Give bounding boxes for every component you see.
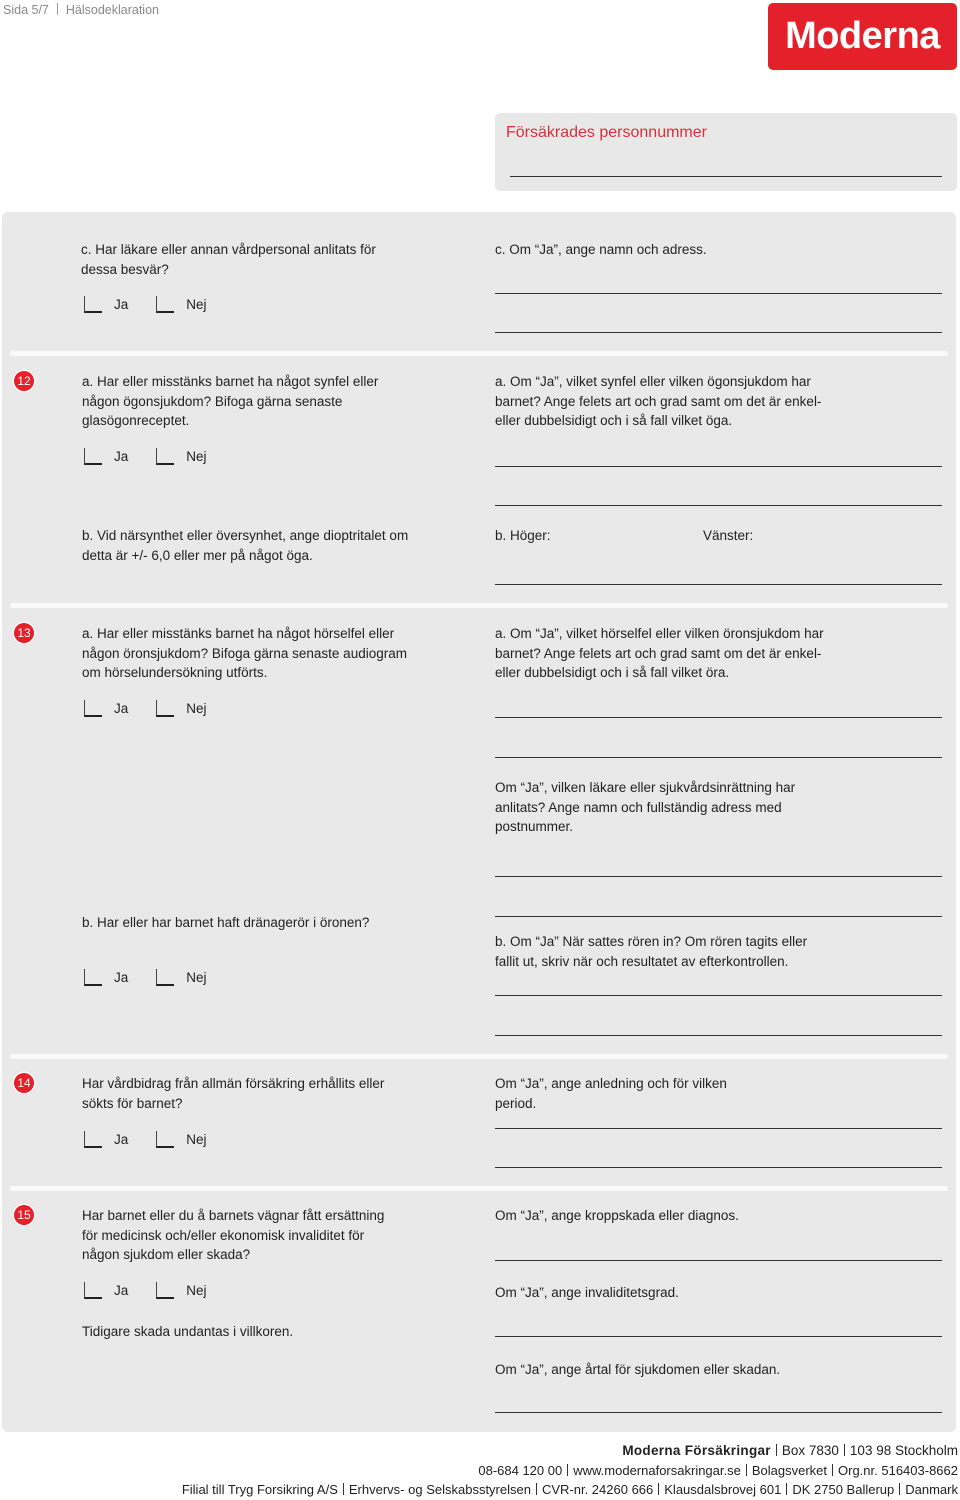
answer-line[interactable] <box>495 1260 942 1261</box>
q15-options <box>84 1282 207 1299</box>
checkbox-box[interactable] <box>156 969 174 986</box>
footer-country: Danmark <box>905 1482 958 1497</box>
footer-divider <box>536 1483 537 1495</box>
checkbox-box[interactable] <box>84 296 102 313</box>
question-12a: a. Har eller misstänks barnet ha något synfel eller någon ögonsjukdom? Bifoga gärna senaste glasögonreceptet. <box>82 374 379 428</box>
q13a-options <box>84 700 207 717</box>
answer-line[interactable] <box>495 916 942 917</box>
footer-divider <box>832 1464 833 1476</box>
checkbox-label: Ja <box>114 297 129 312</box>
q14-nej-checkbox[interactable] <box>156 1131 206 1148</box>
checkbox-label: Nej <box>186 970 207 985</box>
checkbox-label: Ja <box>114 701 129 716</box>
checkbox-box[interactable] <box>84 448 102 465</box>
checkbox-label: Ja <box>114 1132 129 1147</box>
answer-line[interactable] <box>495 466 942 467</box>
checkbox-box[interactable] <box>156 448 174 465</box>
q13a-nej-checkbox[interactable] <box>156 700 206 717</box>
footer-divider <box>343 1483 344 1495</box>
footer-authority: Erhvervs- og Selskabsstyrelsen <box>348 1482 531 1497</box>
footer-address: Box 7830 <box>781 1443 839 1458</box>
checkbox-label: Ja <box>114 970 129 985</box>
footer-org-number: Org.nr. 516403-8662 <box>838 1463 958 1478</box>
q11c-right-text: c. Om “Ja”, ange namn och adress. <box>495 242 707 257</box>
checkbox-box[interactable] <box>156 700 174 717</box>
q13b-options <box>84 969 207 986</box>
personnummer-label: Försäkrades personnummer <box>506 124 707 141</box>
answer-line[interactable] <box>495 876 942 877</box>
section-divider <box>10 1186 948 1191</box>
question-14: Har vårdbidrag från allmän försäkring erhållits eller sökts för barnet? <box>82 1076 385 1111</box>
q11c-options <box>84 296 207 313</box>
footer-divider <box>786 1483 787 1495</box>
q15-right-text-1: Om “Ja”, ange kroppskada eller diagnos. <box>495 1208 739 1223</box>
section-divider <box>10 1054 948 1059</box>
q15-nej-checkbox[interactable] <box>156 1282 206 1299</box>
q13b-right-text: b. Om “Ja” När sattes rören in? Om rören tagits eller fallit ut, skriv när och resultatet av efterkontrollen. <box>495 934 808 969</box>
checkbox-label: Nej <box>186 449 207 464</box>
page-header <box>3 3 159 17</box>
answer-line[interactable] <box>495 757 942 758</box>
footer-company: Moderna Försäkringar <box>622 1443 771 1458</box>
question-number-15: 15 <box>12 1203 36 1227</box>
answer-line[interactable] <box>495 995 942 996</box>
q15-ja-checkbox[interactable] <box>84 1282 128 1299</box>
q13a-right-text: a. Om “Ja”, vilket hörselfel eller vilken öronsjukdom har barnet? Ange felets art och grad samt om det är enkel- eller dubbelsidigt och i så fall vilket öra. <box>495 626 824 680</box>
checkbox-box[interactable] <box>84 1282 102 1299</box>
footer-filial: Filial till Tryg Forsikring A/S <box>181 1482 338 1497</box>
question-number-13: 13 <box>12 621 36 645</box>
checkbox-label: Ja <box>114 449 129 464</box>
q15-right-text-2: Om “Ja”, ange invaliditetsgrad. <box>495 1285 679 1300</box>
q12a-options <box>84 448 207 465</box>
checkbox-box[interactable] <box>156 1131 174 1148</box>
footer-website-link[interactable]: www.modernaforsakringar.se <box>573 1463 741 1478</box>
footer-line-3 <box>182 1482 958 1497</box>
answer-line[interactable] <box>495 717 942 718</box>
section-divider <box>10 351 948 356</box>
q11c-nej-checkbox[interactable] <box>156 296 206 313</box>
q12a-nej-checkbox[interactable] <box>156 448 206 465</box>
q13a-right-text-2: Om “Ja”, vilken läkare eller sjukvårdsinrättning har anlitats? Ange namn och fullständig adress med postnummer. <box>495 780 796 834</box>
footer-divider <box>899 1483 900 1495</box>
q12a-ja-checkbox[interactable] <box>84 448 128 465</box>
answer-line[interactable] <box>495 505 942 506</box>
answer-line[interactable] <box>495 1128 942 1129</box>
footer-divider <box>567 1464 568 1476</box>
q14-right-text: Om “Ja”, ange anledning och för vilken period. <box>495 1076 727 1111</box>
question-12b: b. Vid närsynthet eller översynhet, ange dioptritalet om detta är +/- 6,0 eller mer på något öga. <box>82 528 409 563</box>
footer-address: DK 2750 Ballerup <box>792 1482 895 1497</box>
footer-divider <box>746 1464 747 1476</box>
header-divider <box>57 3 58 15</box>
q13a-ja-checkbox[interactable] <box>84 700 128 717</box>
answer-line[interactable] <box>495 1167 942 1168</box>
moderna-logo: Moderna <box>768 3 957 70</box>
footer-address: Klausdalsbrovej 601 <box>664 1482 782 1497</box>
q15-note: Tidigare skada undantas i villkoren. <box>82 1324 294 1339</box>
checkbox-label: Ja <box>114 1283 129 1298</box>
question-13b: b. Har eller har barnet haft dränagerör i öronen? <box>82 915 370 930</box>
checkbox-box[interactable] <box>84 969 102 986</box>
footer-line-2 <box>478 1463 958 1478</box>
checkbox-box[interactable] <box>156 1282 174 1299</box>
answer-line[interactable] <box>495 293 942 294</box>
footer-line-1 <box>622 1443 958 1458</box>
footer-registry: Bolagsverket <box>751 1463 828 1478</box>
checkbox-box[interactable] <box>84 1131 102 1148</box>
answer-line[interactable] <box>495 1035 942 1036</box>
footer-cvr: CVR-nr. 24260 666 <box>541 1482 654 1497</box>
q14-ja-checkbox[interactable] <box>84 1131 128 1148</box>
checkbox-box[interactable] <box>84 700 102 717</box>
checkbox-label: Nej <box>186 1283 207 1298</box>
footer-phone: 08-684 120 00 <box>478 1463 563 1478</box>
question-number-12: 12 <box>12 369 36 393</box>
q11c-ja-checkbox[interactable] <box>84 296 128 313</box>
question-number-14: 14 <box>12 1071 36 1095</box>
q12b-vanster-label: Vänster: <box>703 528 754 543</box>
footer-divider <box>776 1444 777 1456</box>
personnummer-field[interactable] <box>510 176 942 177</box>
question-15: Har barnet eller du å barnets vägnar fått ersättning för medicinsk och/eller ekonomisk invaliditet för någon sjukdom eller skada? <box>82 1208 385 1262</box>
checkbox-label: Nej <box>186 297 207 312</box>
checkbox-box[interactable] <box>156 296 174 313</box>
checkbox-label: Nej <box>186 1132 207 1147</box>
footer-divider <box>844 1444 845 1456</box>
answer-line[interactable] <box>495 332 942 333</box>
document-title: Hälsodeklaration <box>65 3 159 17</box>
section-divider <box>10 603 948 608</box>
checkbox-label: Nej <box>186 701 207 716</box>
question-11c: c. Har läkare eller annan vårdpersonal anlitats för dessa besvär? <box>81 242 376 277</box>
page-number: Sida 5/7 <box>3 3 49 17</box>
q15-right-text-3: Om “Ja”, ange årtal för sjukdomen eller skadan. <box>495 1362 781 1377</box>
answer-line[interactable] <box>495 1336 942 1337</box>
q13b-nej-checkbox[interactable] <box>156 969 206 986</box>
q14-options <box>84 1131 207 1148</box>
footer-divider <box>658 1483 659 1495</box>
q12b-hoger-label: b. Höger: <box>495 528 551 543</box>
answer-line[interactable] <box>495 584 942 585</box>
q13b-ja-checkbox[interactable] <box>84 969 128 986</box>
footer-address: 103 98 Stockholm <box>849 1443 958 1458</box>
question-13a: a. Har eller misstänks barnet ha något hörselfel eller någon öronsjukdom? Bifoga gärna senaste audiogram om hörselundersökning utförts. <box>82 626 407 680</box>
answer-line[interactable] <box>495 1412 942 1413</box>
q12a-right-text: a. Om “Ja”, vilket synfel eller vilken ögonsjukdom har barnet? Ange felets art och grad samt om det är enkel- eller dubbelsidigt och i så fall vilket öga. <box>495 374 822 428</box>
